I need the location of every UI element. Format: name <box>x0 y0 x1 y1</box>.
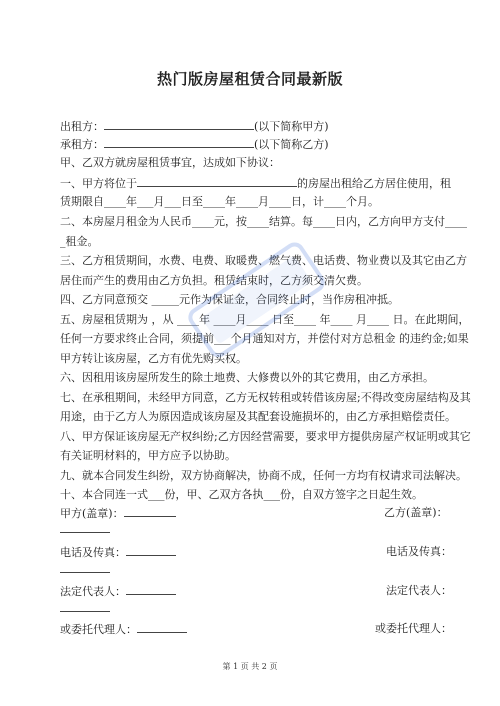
clause-1-line-2: 赁期限自____年___月___日至____年____月____日，计____个月。 <box>60 195 379 208</box>
lessee-blank <box>104 137 254 148</box>
clause-1-line-1 <box>60 176 451 191</box>
clause-9: 九、就本合同发生纠纷，双方协商解决，协商不成，任何一方均有权请求司法解决。 <box>60 469 467 482</box>
clause-2-line-2: _租金。 <box>60 235 99 248</box>
party-a-seal-blank <box>124 506 176 517</box>
clause-1-head: 一、甲方将位于 <box>60 177 137 190</box>
clause-8-line-1: 八、甲方保证该房屋无产权纠纷;乙方因经营需要，要求甲方提供房屋产权证明或其它 <box>60 430 471 443</box>
clause-5-line-1: 五、房屋租赁期为 ，从 ____年 ____月____ 日至____ 年____ 月____ 日。在此期间， <box>60 313 470 326</box>
agent-label-a: 或委托代理人： <box>60 623 137 636</box>
clause-6: 六、因租用该房屋所发生的除土地费、大修费以外的其它费用，由乙方承担。 <box>60 371 434 384</box>
agent-line <box>60 622 187 637</box>
lessor-suffix: (以下简称甲方) <box>254 120 329 133</box>
phone-fax-blank <box>126 545 176 556</box>
party-a-seal-overflow <box>60 522 110 537</box>
phone-fax-overflow <box>60 562 110 577</box>
clause-1-tail: 的房屋出租给乙方居住使用，租 <box>297 177 451 190</box>
overflow-blank <box>60 562 110 573</box>
page-footer: 第 1 页 共 2 页 <box>222 662 278 671</box>
party-a-seal-line <box>60 506 176 521</box>
legal-rep-overflow <box>60 601 110 616</box>
clause-3-line-2: 居住而产生的费用由乙方负担。租赁结束时，乙方须交清欠费。 <box>60 274 368 287</box>
clause-8-line-2: 有关证明材料的，甲方应予以协助。 <box>60 449 236 462</box>
clause-10: 十、本合同连一式___份，甲、乙双方各执___份，自双方签字之日起生效。 <box>60 488 423 501</box>
lessor-label: 出租方： <box>60 120 104 133</box>
phone-fax-label-b: 电话及传真： <box>386 545 452 558</box>
legal-rep-blank <box>126 584 176 595</box>
legal-rep-label-b: 法定代表人： <box>386 584 452 597</box>
lessee-line <box>60 137 329 152</box>
lessor-line <box>60 119 329 134</box>
agent-blank <box>137 622 187 633</box>
clause-5-line-3: 甲方转让该房屋，乙方有优先购买权。 <box>60 352 247 365</box>
clause-3-line-1: 三、乙方租赁期间，水费、电费、取暖费、燃气费、电话费、物业费以及其它由乙方 <box>60 254 467 267</box>
party-b-seal-label: 乙方(盖章)： <box>384 506 448 519</box>
preamble: 甲、乙双方就房屋租赁事宜，达成如下协议： <box>60 156 280 169</box>
phone-fax-line <box>60 545 176 560</box>
lessor-blank <box>104 119 254 130</box>
lessee-suffix: (以下简称乙方) <box>254 138 329 151</box>
legal-rep-line <box>60 584 176 599</box>
overflow-blank <box>60 601 110 612</box>
clause-4: 四、乙方同意预交 _____元作为保证金，合同终止时，当作房租冲抵。 <box>60 293 399 306</box>
phone-fax-label-a: 电话及传真： <box>60 546 126 559</box>
clause-5-line-2: 任何一方要求终止合同，须提前___个月通知对方，并偿付对方总租金 的违约金;如果 <box>60 332 469 345</box>
overflow-blank <box>60 522 110 533</box>
clause-7-line-2: 用途，由于乙方人为原因造成该房屋及其配套设施损坏的，由乙方承担赔偿责任。 <box>60 410 456 423</box>
legal-rep-label-a: 法定代表人： <box>60 585 126 598</box>
clause-2-line-1: 二、本房屋月租金为人民币____元，按____结算。每____日内，乙方向甲方支付____ <box>60 215 467 228</box>
agent-label-b: 或委托代理人： <box>375 622 452 635</box>
clause-7-line-1: 七、在承租期间，未经甲方同意，乙方无权转租或转借该房屋;不得改变房屋结构及其 <box>60 391 471 404</box>
party-a-seal-label: 甲方(盖章)： <box>60 507 124 520</box>
lessee-label: 承租方： <box>60 138 104 151</box>
document-title: 热门版房屋租赁合同最新版 <box>156 70 343 88</box>
address-blank <box>137 176 297 187</box>
